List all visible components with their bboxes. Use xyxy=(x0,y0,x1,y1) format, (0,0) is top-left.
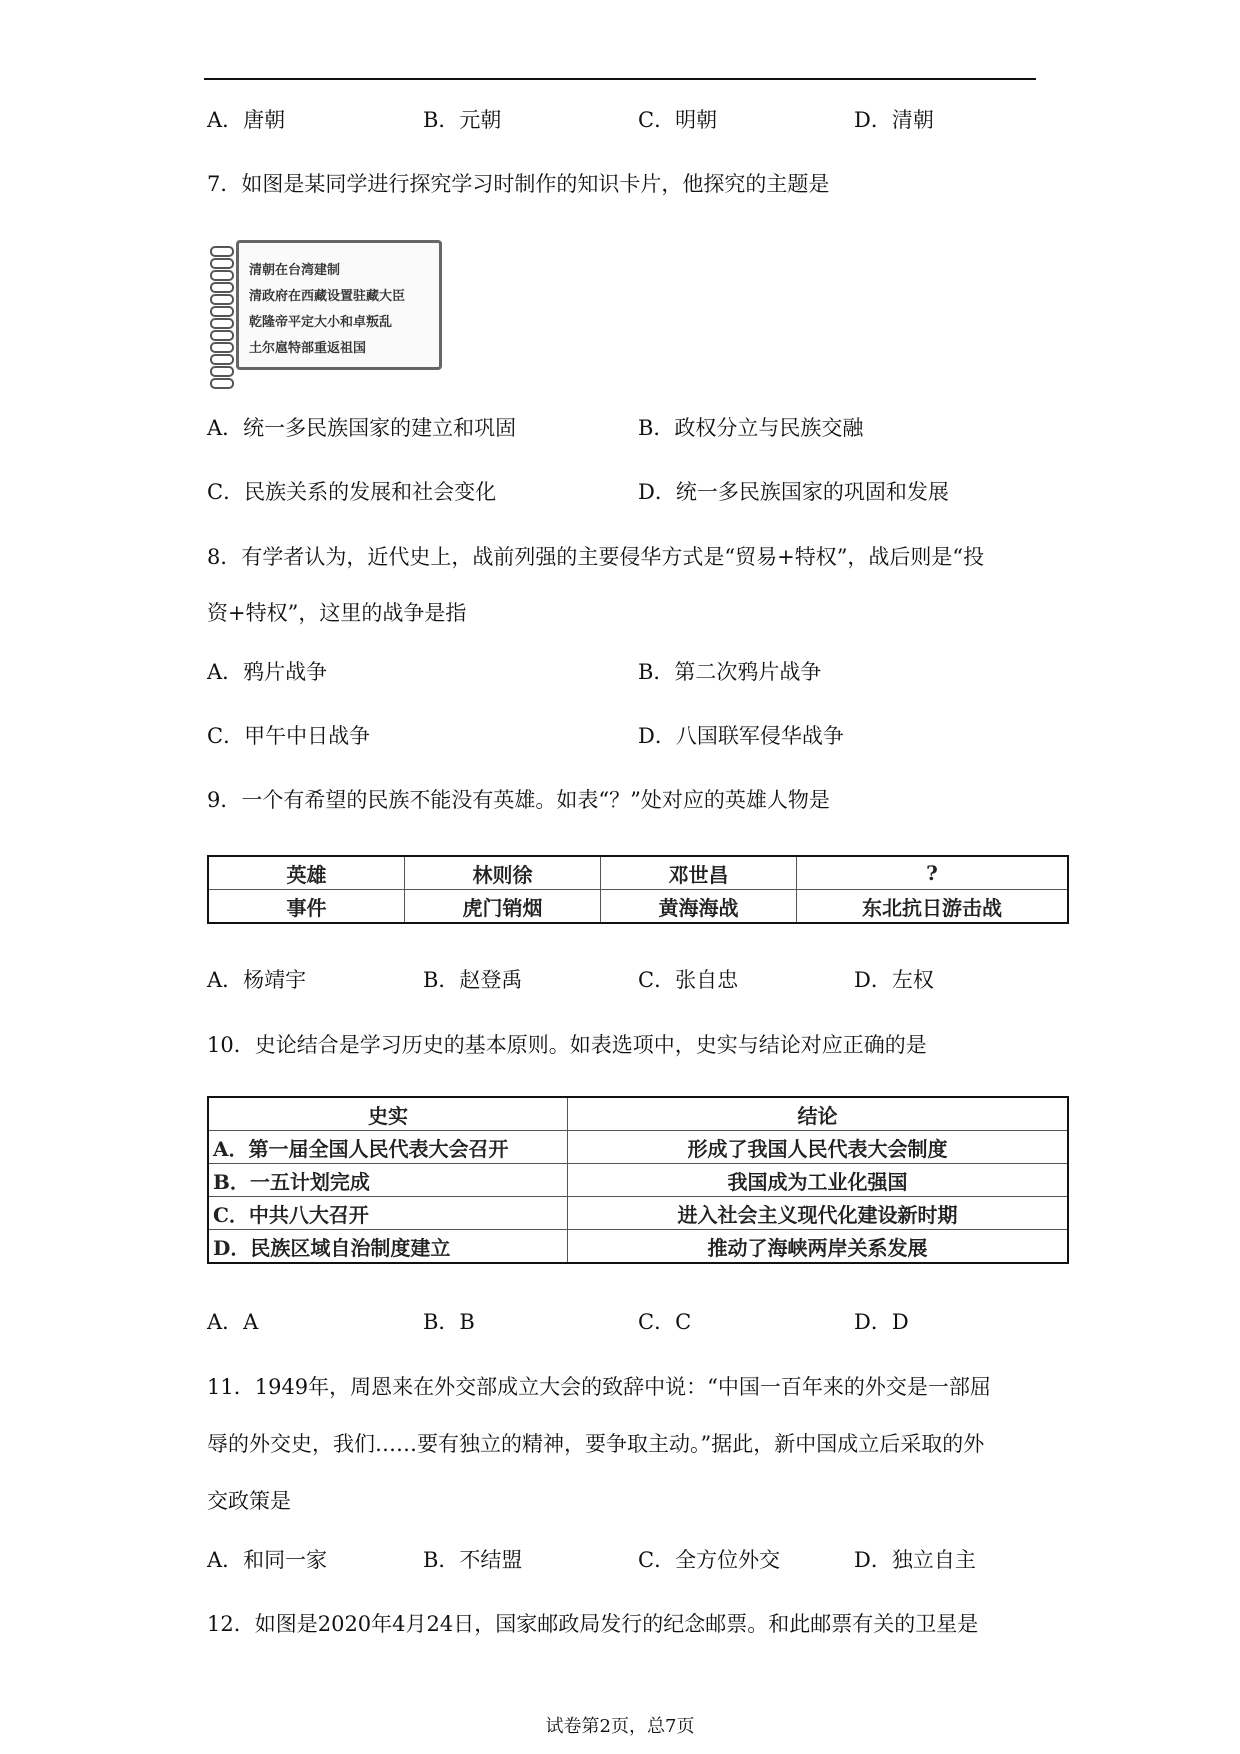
q9-stem: 9．一个有希望的民族不能没有英雄。如表“？”处对应的英雄人物是 xyxy=(207,788,830,812)
q7-option-b: B．政权分立与民族交融 xyxy=(638,416,864,440)
q9-option-a: A．杨靖宇 xyxy=(207,968,307,992)
card-line: 清朝在台湾建制 xyxy=(249,263,341,278)
q11-option-c: C．全方位外交 xyxy=(638,1548,781,1572)
q9-option-c: C．张自忠 xyxy=(638,968,739,992)
table-cell: 黄海海战 xyxy=(601,890,797,924)
table-cell: 进入社会主义现代化建设新时期 xyxy=(568,1197,1069,1230)
table-header: 结论 xyxy=(568,1097,1069,1131)
table-cell: 虎门销烟 xyxy=(405,890,601,924)
q11-option-b: B．不结盟 xyxy=(423,1548,523,1572)
q9-option-b: B．赵登禹 xyxy=(423,968,523,992)
table-cell: 我国成为工业化强国 xyxy=(568,1164,1069,1197)
q8-option-a: A．鸦片战争 xyxy=(207,660,328,684)
q10-option-c: C．C xyxy=(638,1310,692,1334)
table-cell: 推动了海峡两岸关系发展 xyxy=(568,1230,1069,1264)
q7-option-c: C．民族关系的发展和社会变化 xyxy=(207,480,497,504)
q11-stem-line3: 交政策是 xyxy=(207,1489,291,1513)
q12-stem: 12．如图是2020年4月24日，国家邮政局发行的纪念邮票。和此邮票有关的卫星是 xyxy=(207,1612,979,1636)
table-cell: 邓世昌 xyxy=(601,856,797,890)
table-cell: C．中共八大召开 xyxy=(208,1197,568,1230)
page-footer: 试卷第2页，总7页 xyxy=(545,1716,695,1737)
q8-option-d: D．八国联军侵华战争 xyxy=(638,724,844,748)
q9-option-d: D．左权 xyxy=(854,968,934,992)
table-row xyxy=(208,1230,1068,1264)
q10-fact-conclusion-table xyxy=(207,1096,1069,1264)
card-line: 清政府在西藏设置驻藏大臣 xyxy=(249,289,406,304)
q6-option-d: D．清朝 xyxy=(854,108,934,132)
table-cell: D．民族区域自治制度建立 xyxy=(208,1230,568,1264)
q11-stem-line1: 11．1949年，周恩来在外交部成立大会的致辞中说：“中国一百年来的外交是一部屈 xyxy=(207,1375,991,1399)
q11-option-a: A．和同一家 xyxy=(207,1548,328,1572)
q10-option-d: D．D xyxy=(854,1310,909,1334)
card-line: 土尔扈特部重返祖国 xyxy=(249,341,367,356)
q11-stem-line2: 辱的外交史，我们……要有独立的精神，要争取主动。”据此，新中国成立后采取的外 xyxy=(207,1432,985,1456)
q11-option-d: D．独立自主 xyxy=(854,1548,976,1572)
table-cell: 事件 xyxy=(208,890,405,924)
card-body xyxy=(236,240,442,370)
knowledge-card-image xyxy=(210,240,446,368)
q8-option-c: C．甲午中日战争 xyxy=(207,724,371,748)
table-cell: 东北抗日游击战 xyxy=(797,890,1069,924)
q8-option-b: B．第二次鸦片战争 xyxy=(638,660,822,684)
q7-stem: 7．如图是某同学进行探究学习时制作的知识卡片，他探究的主题是 xyxy=(207,172,830,196)
table-row xyxy=(208,1197,1068,1230)
table-cell: B．一五计划完成 xyxy=(208,1164,568,1197)
table-cell: ? xyxy=(797,856,1069,890)
q7-option-d: D．统一多民族国家的巩固和发展 xyxy=(638,480,949,504)
q10-option-a: A．A xyxy=(207,1310,259,1334)
q6-option-a: A．唐朝 xyxy=(207,108,286,132)
q9-hero-table xyxy=(207,855,1069,924)
q8-stem-line2: 资+特权”，这里的战争是指 xyxy=(207,601,467,625)
table-cell: 形成了我国人民代表大会制度 xyxy=(568,1131,1069,1164)
q6-option-b: B．元朝 xyxy=(423,108,502,132)
q6-option-c: C．明朝 xyxy=(638,108,718,132)
table-cell: 英雄 xyxy=(208,856,405,890)
header-rule xyxy=(204,78,1036,80)
q7-option-a: A．统一多民族国家的建立和巩固 xyxy=(207,416,517,440)
table-cell: A．第一届全国人民代表大会召开 xyxy=(208,1131,568,1164)
table-row xyxy=(208,1131,1068,1164)
card-line: 乾隆帝平定大小和卓叛乱 xyxy=(249,315,393,330)
table-header: 史实 xyxy=(208,1097,568,1131)
q10-option-b: B．B xyxy=(423,1310,475,1334)
q10-stem: 10．史论结合是学习历史的基本原则。如表选项中，史实与结论对应正确的是 xyxy=(207,1033,927,1057)
q8-stem-line1: 8．有学者认为，近代史上，战前列强的主要侵华方式是“贸易+特权”，战后则是“投 xyxy=(207,545,985,569)
table-row xyxy=(208,1164,1068,1197)
table-cell: 林则徐 xyxy=(405,856,601,890)
